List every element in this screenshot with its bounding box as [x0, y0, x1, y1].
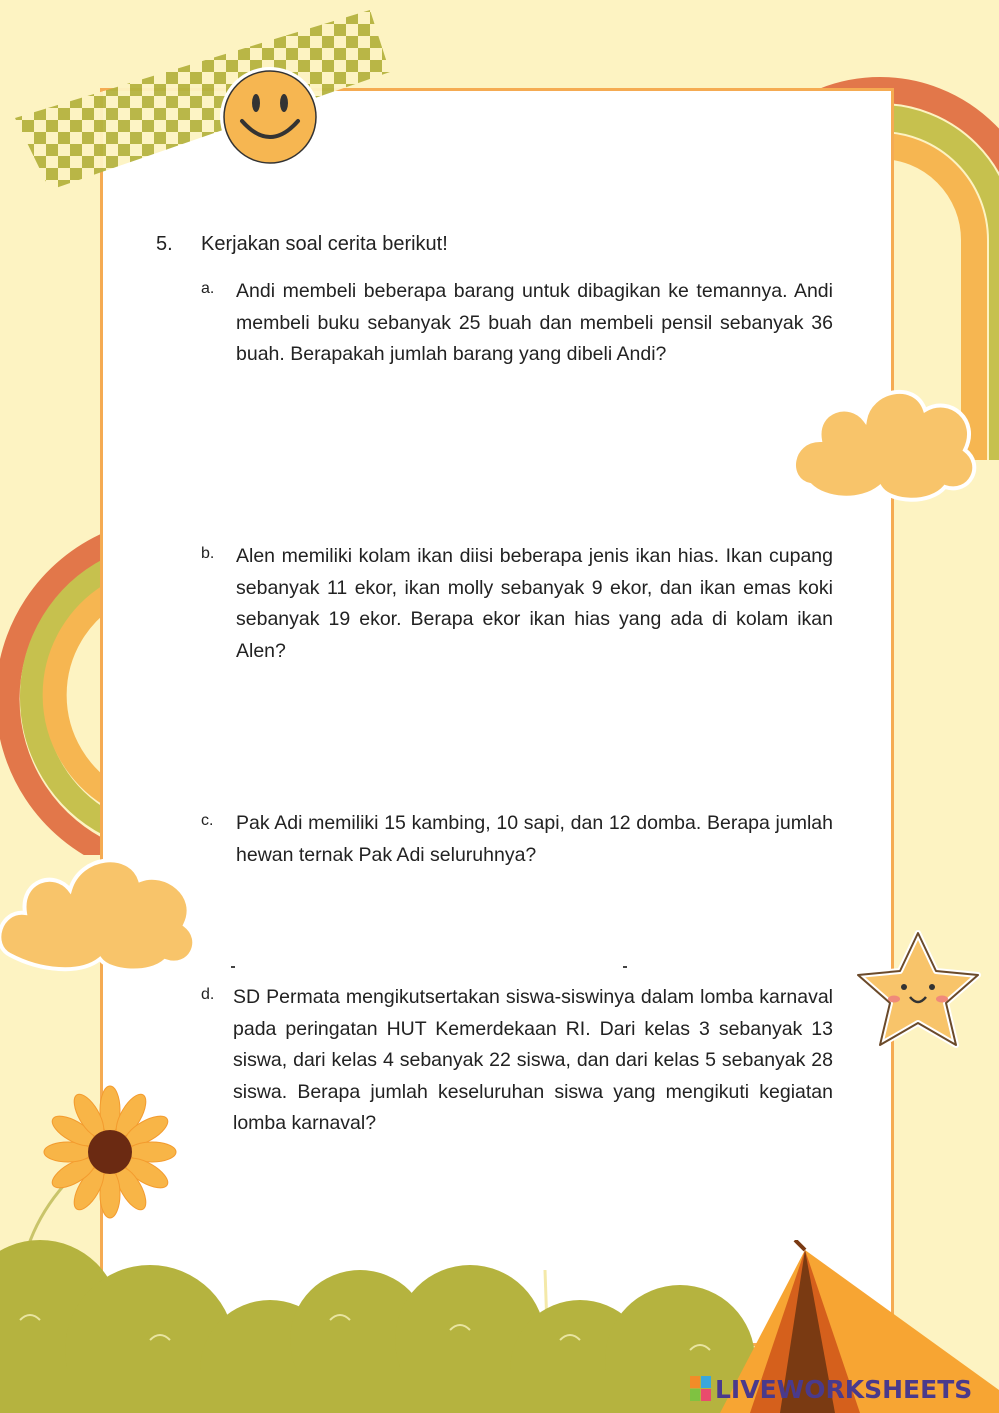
item-letter: a. — [201, 280, 215, 297]
question-item-c — [201, 808, 833, 871]
question-item-d — [201, 982, 833, 1140]
question-item-a — [201, 276, 833, 371]
item-text: Andi membeli beberapa barang untuk dibagikan ke temannya. Andi membeli buku sebanyak 25 buah dan membeli pensil sebanyak 36 buah. Berapakah jumlah barang yang dibeli Andi? — [236, 280, 833, 365]
item-text: Alen memiliki kolam ikan diisi beberapa jenis ikan hias. Ikan cupang sebanyak 11 ekor, ikan molly sebanyak 9 ekor, dan ikan emas koki sebanyak 19 ekor. Berapa ekor ikan hias yang ada di kolam ikan Alen? — [236, 545, 833, 662]
question-title: Kerjakan soal cerita berikut! — [201, 233, 448, 255]
item-letter: d. — [201, 986, 215, 1003]
liveworksheets-logo-icon — [690, 1376, 712, 1402]
star-face-icon — [848, 925, 988, 1055]
smiley-face-icon — [218, 65, 322, 169]
cloud-left-decoration — [0, 835, 205, 975]
checkered-tape-decoration — [10, 0, 400, 200]
item-letter: b. — [201, 545, 215, 562]
item-text: Pak Adi memiliki 15 kambing, 10 sapi, dan 12 domba. Berapa jumlah hewan ternak Pak Adi seluruhnya? — [236, 812, 833, 866]
item-text: SD Permata mengikutsertakan siswa-siswinya dalam lomba karnaval pada peringatan HUT Kemerdekaan RI. Dari kelas 3 sebanyak 13 siswa, dari kelas 4 sebanyak 22 siswa, dan dari kelas 5 sebanyak 28 siswa. Berapa jumlah keseluruhan siswa yang mengikuti kegiatan lomba karnaval? — [233, 986, 833, 1134]
watermark-text: LIVEWORKSHEETS — [715, 1374, 973, 1404]
item-letter: c. — [201, 812, 214, 829]
rainbow-left-decoration — [0, 525, 110, 855]
question-number: 5. — [156, 233, 173, 255]
question-item-b — [201, 541, 833, 667]
answer-marker — [231, 966, 235, 968]
cloud-right-decoration — [790, 375, 980, 505]
liveworksheets-watermark — [690, 1372, 990, 1406]
answer-marker — [623, 966, 627, 968]
